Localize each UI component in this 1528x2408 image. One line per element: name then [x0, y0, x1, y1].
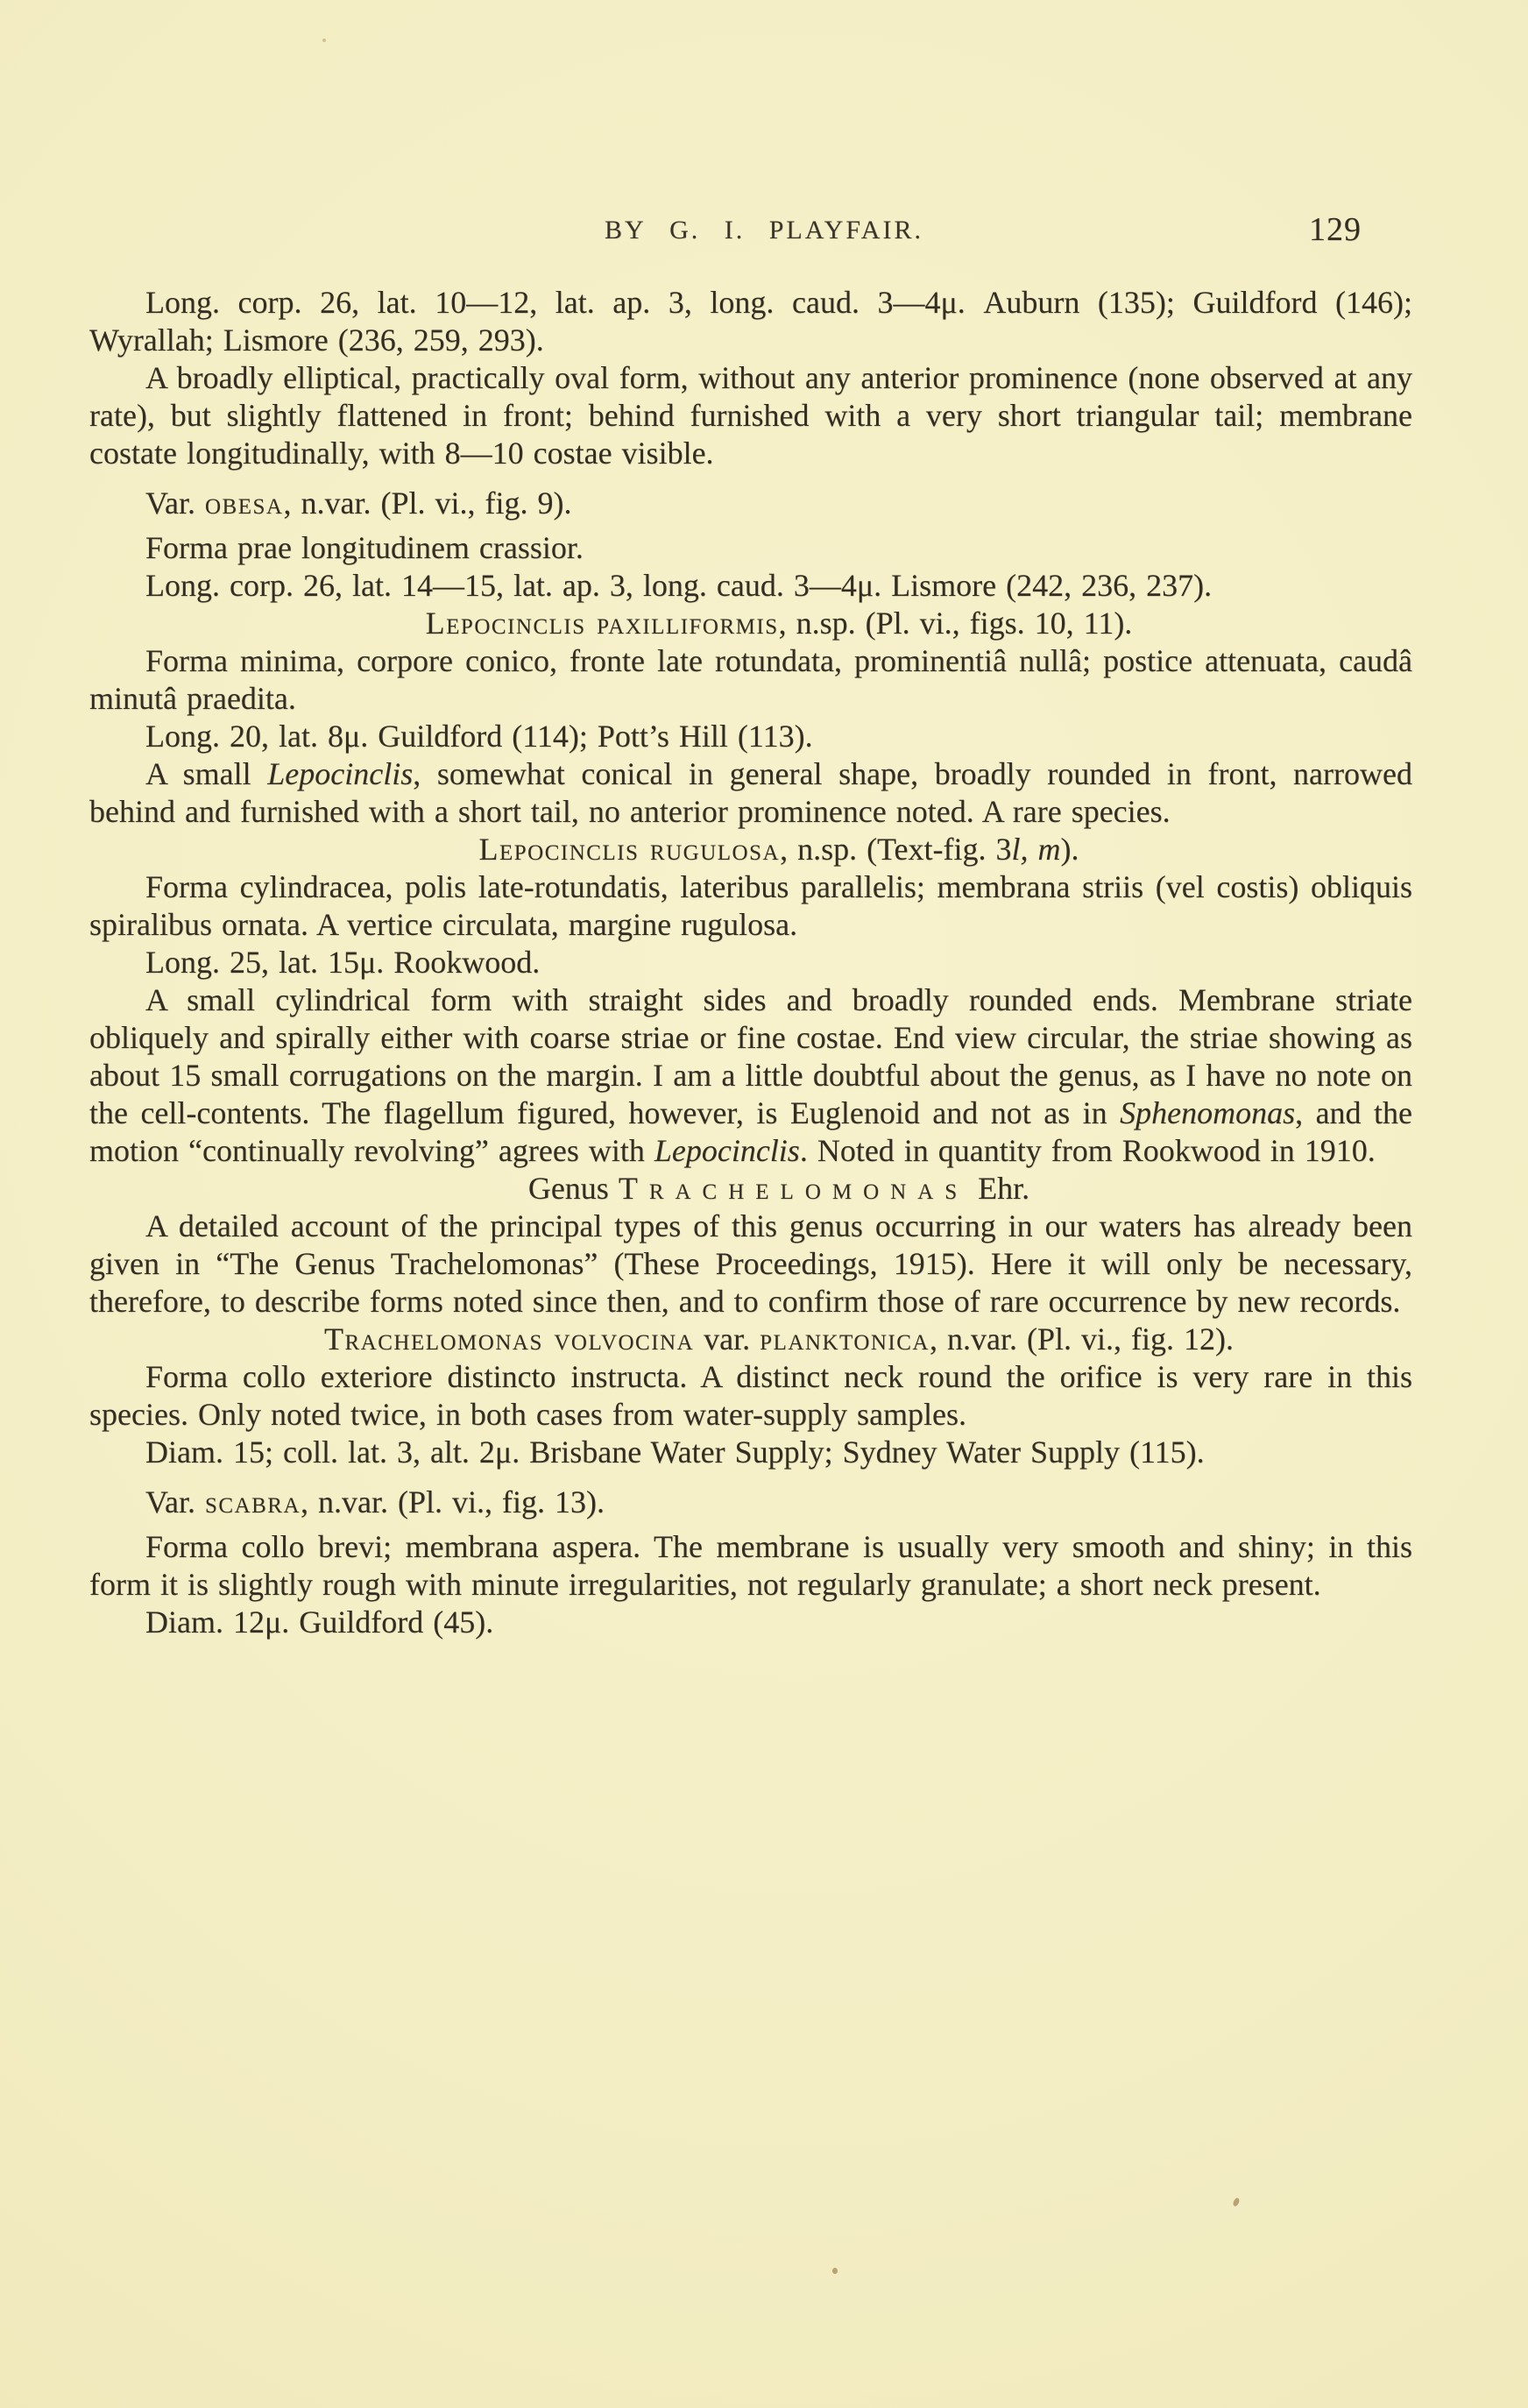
var-prefix: Var.	[145, 1484, 205, 1519]
genus-italic: Lepocinclis	[654, 1133, 800, 1168]
heading-suffix: Ehr.	[968, 1171, 1030, 1206]
variety-name: scabra	[205, 1484, 301, 1519]
paragraph-text: Diam. 12μ. Guildford (45).	[145, 1604, 494, 1640]
paragraph-text: Long. corp. 26, lat. 10—12, lat. ap. 3, long. caud. 3—4μ. Auburn (135); Guildford (146); Wyrallah; Lismore (236, 259, 293).	[89, 285, 1412, 358]
heading-lepocinclis-rugulosa	[89, 831, 1412, 868]
paragraph-text: A small	[145, 756, 268, 791]
heading-var-obesa	[89, 485, 1412, 522]
paragraph-dimensions-lismore	[89, 567, 1412, 605]
paragraph-dimensions-water-supply	[89, 1434, 1412, 1471]
paragraph-text: Forma cylindracea, polis late-rotundatis, lateribus parallelis; membrana striis (vel costis) obliquis spiralibus ornata. A vertice circulata, margine rugulosa.	[89, 869, 1412, 942]
heading-prefix: Genus	[527, 1171, 619, 1206]
paragraph-text: Long. corp. 26, lat. 14—15, lat. ap. 3, long. caud. 3—4μ. Lismore (242, 236, 237).	[145, 568, 1213, 603]
paragraph-broadly-elliptical	[89, 359, 1412, 472]
paragraph-forma-prae	[89, 529, 1412, 567]
genus-name: Trachelomonas	[618, 1171, 969, 1206]
heading-rest: , n.sp. (Pl. vi., figs. 10, 11).	[778, 606, 1133, 641]
heading-var-word: var.	[694, 1321, 760, 1356]
paragraph-text: Long. 20, lat. 8μ. Guildford (114); Pott’s Hill (113).	[145, 719, 813, 754]
paragraph-dimensions-guildford	[89, 718, 1412, 755]
heading-rest: ).	[1060, 832, 1079, 867]
heading-lepocinclis-paxilliformis	[89, 605, 1412, 642]
paragraph-text: A small cylindrical form with straight sides and broadly rounded ends. Membrane striate obliquely and spirally either with coarse striae or fine costae. End view circular, the striae showing as about 15 small corrugations on the margin. I am a little doubtful about the genus, as I have no note on the cell-contents. The flagellum figured, however, is Euglenoid and not as in	[89, 982, 1412, 1130]
species-name: Lepocinclis paxilliformis	[425, 606, 779, 641]
paragraph-forma-collo-brevi	[89, 1528, 1412, 1604]
paragraph-forma-collo-exteriore	[89, 1358, 1412, 1434]
var-prefix: Var.	[145, 485, 205, 521]
paragraph-small-cylindrical	[89, 981, 1412, 1170]
page-body	[0, 245, 1528, 1641]
paragraph-diam-guildford	[89, 1604, 1412, 1641]
paragraph-text: . Noted in quantity from Rookwood in 1910.	[799, 1133, 1376, 1168]
paragraph-text: , somewhat conical in general shape, broadly rounded in front, narrowed behind and furnished with a short tail, no anterior prominence noted. A rare species.	[89, 756, 1412, 829]
genus-italic: Sphenomonas	[1120, 1095, 1296, 1130]
paragraph-text: Forma minima, corpore conico, fronte late rotundata, prominentiâ nullâ; postice attenuata, caudâ minutâ praedita.	[89, 643, 1412, 716]
figure-letters-italic: l, m	[1011, 832, 1061, 867]
heading-genus-trachelomonas	[89, 1170, 1412, 1208]
variety-name: planktonica	[760, 1321, 930, 1356]
paragraph-text: Forma prae longitudinem crassior.	[145, 530, 584, 565]
var-suffix: , n.var. (Pl. vi., fig. 13).	[301, 1484, 605, 1519]
genus-italic: Lepocinclis	[267, 756, 414, 791]
paragraph-text: A detailed account of the principal types of this genus occurring in our waters has already been given in “The Genus Trachelomonas” (These Proceedings, 1915). Here it will only be necessary, therefore, to describe forms noted since then, and to confirm those of rare occurrence by new records.	[89, 1208, 1412, 1319]
paragraph-text: A broadly elliptical, practically oval form, without any anterior prominence (none observed at any rate), but slightly flattened in front; behind furnished with a very short triangular tail; membrane costate longitudinally, with 8—10 costae visible.	[89, 360, 1412, 471]
heading-rest: , n.sp. (Text-fig. 3	[780, 832, 1012, 867]
heading-trachelomonas-volvocina-planktonica	[89, 1321, 1412, 1358]
species-name: Lepocinclis rugulosa	[478, 832, 781, 867]
paper-speck	[322, 39, 326, 42]
paragraph-forma-cylindracea	[89, 868, 1412, 944]
paragraph-text: , and the motion “continually revolving” agrees with	[89, 1095, 1412, 1168]
heading-rest: , n.var. (Pl. vi., fig. 12).	[929, 1321, 1234, 1356]
var-suffix: , n.var. (Pl. vi., fig. 9).	[283, 485, 572, 521]
paragraph-text: Long. 25, lat. 15μ. Rookwood.	[145, 945, 541, 980]
paragraph-text: Forma collo brevi; membrana aspera. The membrane is usually very smooth and shiny; in this form it is slightly rough with minute irregularities, not regularly granulate; a short neck present.	[89, 1529, 1412, 1602]
paper-speck	[1232, 2197, 1241, 2207]
paragraph-forma-minima	[89, 642, 1412, 718]
paragraph-dimensions-rookwood	[89, 944, 1412, 981]
paragraph-small-lepocinclis	[89, 755, 1412, 831]
variety-name: obesa	[205, 485, 284, 521]
paragraph-dimensions-auburn	[89, 284, 1412, 359]
species-name: Trachelomonas volvocina	[324, 1321, 695, 1356]
paragraph-detailed-account	[89, 1208, 1412, 1321]
paragraph-text: Diam. 15; coll. lat. 3, alt. 2μ. Brisbane Water Supply; Sydney Water Supply (115).	[145, 1434, 1205, 1470]
page-header	[0, 0, 1528, 248]
byline: BY G. I. PLAYFAIR.	[605, 216, 923, 244]
paper-speck	[832, 2268, 838, 2274]
paragraph-text: Forma collo exteriore distincto instructa. A distinct neck round the orifice is very rare in this species. Only noted twice, in both cases from water-supply samples.	[89, 1359, 1412, 1432]
heading-var-scabra	[89, 1484, 1412, 1521]
page-number: 129	[1309, 211, 1362, 248]
